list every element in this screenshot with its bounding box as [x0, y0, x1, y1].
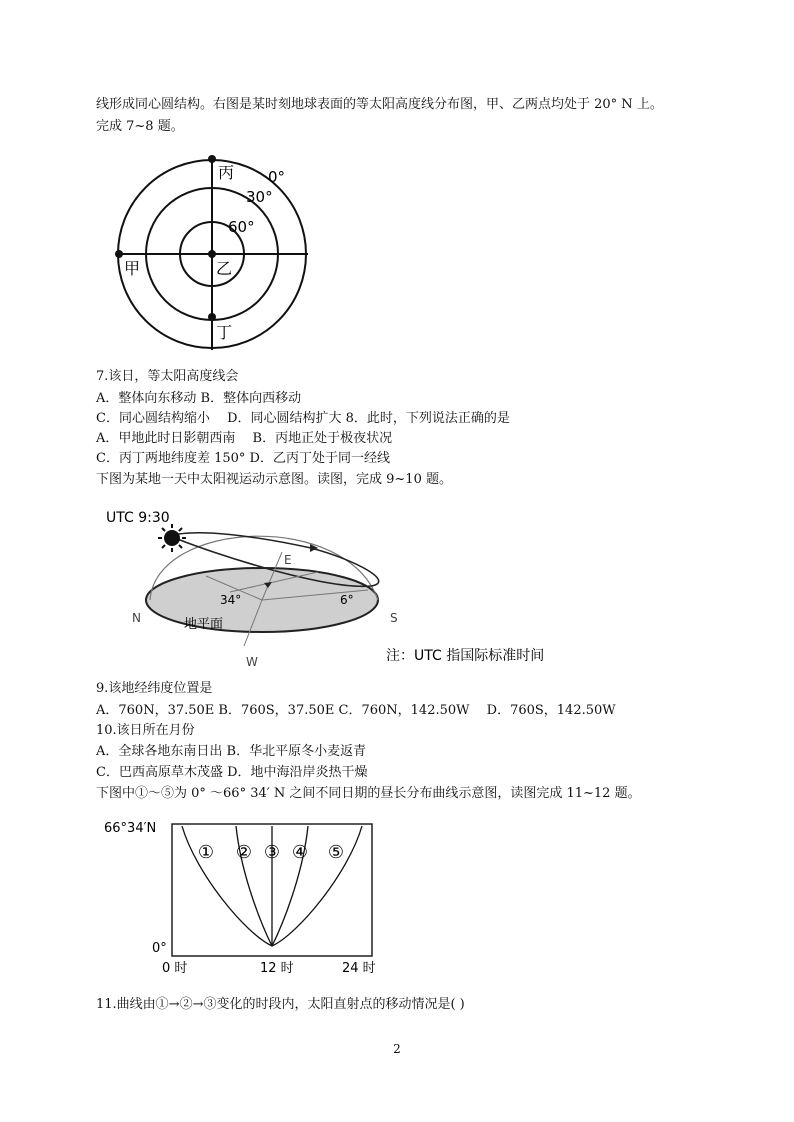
curve-label-5: ⑤ [327, 842, 345, 863]
point-jia [115, 250, 123, 258]
q7-options-cd-q8-stem: C．同心圆结构缩小 D．同心圆结构扩大 8．此时，下列说法正确的是 [96, 411, 510, 426]
label-angle-0: 0° [268, 168, 286, 186]
sun-icon [158, 524, 186, 552]
label-w: W [246, 655, 258, 669]
q11-stem: 11.曲线由①→②→③变化的时段内，太阳直射点的移动情况是( ) [96, 997, 465, 1012]
curve-label-2: ② [235, 842, 253, 863]
point-bing [208, 155, 216, 163]
q7-stem: 7.该日，等太阳高度线会 [96, 369, 239, 384]
q7-options-ab: A．整体向东移动 B．整体向西移动 [96, 391, 302, 406]
label-n: N [132, 611, 141, 625]
curve-label-3: ③ [263, 842, 281, 863]
utc-note: 注：UTC 指国际标准时间 [386, 648, 545, 664]
figure-sun-path [96, 500, 576, 672]
label-yi: 乙 [216, 259, 233, 278]
y-label-top: 66°34′N [104, 821, 157, 836]
q10-options-cd: C．巴西高原草木茂盛 D．地中海沿岸炎热干燥 [96, 765, 368, 780]
label-ground: 地平面 [184, 617, 224, 632]
intro-line-2: 完成 7~8 题。 [96, 119, 184, 134]
intro-q11-12: 下图中①～⑤为 0° ～66° 34′ N 之间不同日期的昼长分布曲线示意图，读图完成 11~12 题。 [96, 786, 641, 801]
q10-options-ab: A．全球各地东南日出 B．华北平原冬小麦返青 [96, 744, 367, 759]
point-ding [208, 313, 216, 321]
figure-daylength-curves [96, 814, 396, 980]
label-angle-6: 6° [340, 593, 354, 607]
q8-options-cd: C．丙丁两地纬度差 150° D．乙丙丁处于同一经线 [96, 451, 390, 466]
label-angle-60: 60° [228, 218, 255, 236]
label-angle-30: 30° [246, 188, 273, 206]
label-bing: 丙 [218, 163, 235, 182]
q8-options-ab: A．甲地此时日影朝西南 B．丙地正处于极夜状况 [96, 431, 393, 446]
curve-1 [182, 826, 272, 946]
utc-label: UTC 9:30 [106, 510, 170, 526]
label-ding: 丁 [216, 323, 233, 342]
q10-stem: 10.该日所在月份 [96, 723, 195, 738]
label-s: S [390, 611, 398, 625]
page-number: 2 [393, 1042, 401, 1056]
label-e: E [284, 553, 292, 567]
curve-label-4: ④ [291, 842, 309, 863]
intro-line-1: 线形成同心圆结构。右图是某时刻地球表面的等太阳高度线分布图，甲、乙两点均处于 20° N 上。 [96, 97, 663, 112]
y-label-bottom: 0° [152, 941, 167, 956]
q9-options: A．760N，37.50E B．760S，37.50E C．760N，142.50W D．760S，142.50W [96, 703, 616, 718]
q9-stem: 9.该地经纬度位置是 [96, 681, 213, 696]
curve-label-1: ① [197, 842, 215, 863]
x-label-12: 12 时 [260, 961, 294, 976]
figure-solar-altitude-circles [104, 150, 316, 358]
curve-5 [272, 826, 362, 946]
label-jia: 甲 [124, 259, 141, 278]
label-angle-34: 34° [220, 593, 242, 607]
point-yi [208, 250, 216, 258]
x-label-24: 24 时 [342, 961, 376, 976]
x-label-0: 0 时 [162, 961, 188, 976]
intro-q9-10: 下图为某地一天中太阳视运动示意图。读图，完成 9~10 题。 [96, 472, 452, 487]
